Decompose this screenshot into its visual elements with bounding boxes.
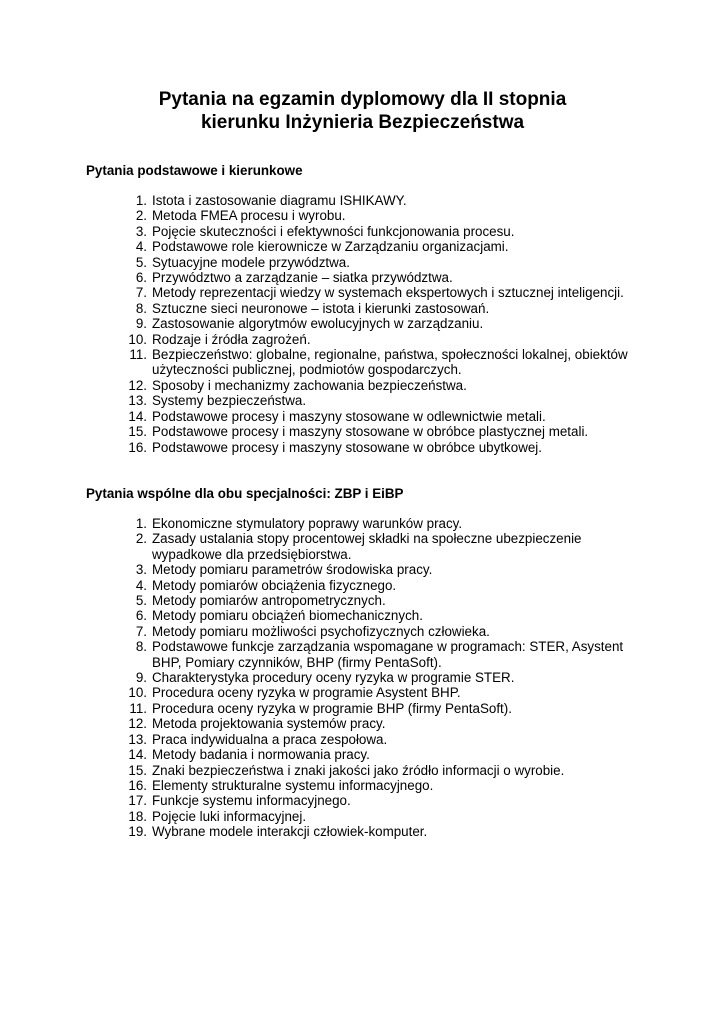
item-text: Istota i zastosowanie diagramu ISHIKAWY. — [152, 193, 407, 208]
item-number: 4. — [135, 577, 147, 593]
item-text: Sytuacyjne modele przywództwa. — [152, 254, 350, 270]
item-number: 4. — [135, 239, 147, 255]
item-number: 13. — [128, 731, 147, 747]
list-item — [0, 393, 642, 408]
title-line-2: kierunku Inżynieria Bezpieczeństwa — [200, 112, 525, 133]
list-item — [0, 639, 642, 670]
item-number: 12. — [128, 716, 147, 732]
item-text: Praca indywidualna a praca zespołowa. — [152, 731, 388, 747]
item-number: 8. — [135, 639, 147, 655]
list-item — [0, 285, 642, 300]
list-item — [0, 624, 642, 639]
list-item — [0, 809, 642, 824]
list-item — [0, 747, 642, 762]
item-text: Wybrane modele interakcji człowiek-komputer. — [152, 824, 428, 840]
item-number: 7. — [135, 623, 147, 639]
item-number: 9. — [135, 316, 147, 332]
question-list-common — [0, 516, 642, 840]
list-item — [0, 409, 642, 424]
item-text: Podstawowe procesy i maszyny stosowane w odlewnictwie metali. — [152, 408, 546, 424]
item-number: 15. — [128, 424, 147, 440]
list-item — [0, 578, 642, 593]
list-item — [0, 732, 642, 747]
item-number: 11. — [129, 700, 147, 716]
item-number: 14. — [128, 408, 147, 424]
item-number: 9. — [135, 670, 147, 686]
item-number: 10. — [128, 331, 147, 347]
list-item — [0, 224, 642, 239]
list-item — [0, 424, 642, 439]
item-text: Podstawowe procesy i maszyny stosowane w obróbce ubytkowej. — [152, 439, 543, 455]
list-item — [0, 670, 642, 685]
list-item — [0, 378, 642, 393]
list-item — [0, 824, 642, 839]
item-text: Podstawowe funkcje zarządzania wspomagane w programach: STER, Asystent BHP, Pomiary czynników, BHP (firmy PentaSoft). — [152, 639, 624, 670]
item-number: 3. — [135, 562, 147, 578]
item-number: 18. — [128, 808, 147, 824]
item-text: Metody reprezentacji wiedzy w systemach ekspertowych i sztucznej inteligencji. — [152, 285, 624, 301]
list-item — [0, 531, 642, 562]
item-text: Elementy strukturalne systemu informacyjnego. — [152, 777, 434, 793]
title-line-1: Pytania na egzamin dyplomowy dla II stopnia — [158, 89, 567, 110]
item-number: 11. — [129, 347, 147, 363]
item-text: Metoda FMEA procesu i wyrobu. — [152, 208, 346, 224]
item-number: 16. — [128, 777, 147, 793]
item-number: 7. — [135, 285, 147, 301]
list-item — [0, 301, 642, 316]
list-item — [0, 208, 642, 223]
list-item — [0, 701, 642, 716]
item-text: Funkcje systemu informacyjnego. — [152, 793, 351, 809]
item-number: 12. — [128, 377, 147, 393]
list-item — [0, 793, 642, 808]
item-text: Metody pomiarów antropometrycznych. — [152, 593, 386, 609]
item-number: 14. — [128, 747, 147, 763]
item-number: 3. — [135, 223, 147, 239]
item-text: Zastosowanie algorytmów ewolucyjnych w zarządzaniu. — [152, 316, 484, 332]
item-text: Rodzaje i źródła zagrożeń. — [152, 331, 311, 347]
document-title — [0, 88, 725, 134]
item-text: Systemy bezpieczeństwa. — [152, 393, 307, 409]
item-text: Metody pomiaru parametrów środowiska pracy. — [152, 562, 433, 578]
item-text: Zasady ustalania stopy procentowej składki na społeczne ubezpieczenie wypadkowe dla przedsiębiorstwa. — [152, 531, 582, 562]
list-item — [0, 778, 642, 793]
item-text: Pojęcie skuteczności i efektywności funkcjonowania procesu. — [152, 223, 515, 239]
item-number: 10. — [128, 685, 147, 701]
item-text: Podstawowe procesy i maszyny stosowane w obróbce plastycznej metali. — [152, 424, 589, 440]
item-number: 5. — [135, 593, 147, 609]
item-number: 6. — [135, 608, 147, 624]
item-text: Metoda projektowania systemów pracy. — [152, 716, 386, 732]
section-heading-common: Pytania wspólne dla obu specjalności: ZBP i EiBP — [86, 486, 404, 501]
list-item — [0, 239, 642, 254]
item-text: Procedura oceny ryzyka w programie Asystent BHP. — [152, 685, 461, 701]
item-text: Metody badania i normowania pracy. — [152, 747, 370, 763]
item-number: 1. — [135, 193, 147, 208]
list-item — [0, 193, 642, 208]
list-item — [0, 440, 642, 455]
list-item — [0, 685, 642, 700]
item-number: 16. — [128, 439, 147, 455]
item-number: 17. — [128, 793, 147, 809]
item-text: Przywództwo a zarządzanie – siatka przywództwa. — [152, 270, 453, 286]
item-text: Sztuczne sieci neuronowe – istota i kierunki zastosowań. — [152, 300, 490, 316]
list-item — [0, 316, 642, 331]
list-item — [0, 593, 642, 608]
item-text: Metody pomiarów obciążenia fizycznego. — [152, 577, 397, 593]
item-number: 13. — [128, 393, 147, 409]
list-item — [0, 562, 642, 577]
item-number: 2. — [135, 531, 147, 547]
item-text: Metody pomiaru możliwości psychofizycznych człowieka. — [152, 623, 490, 639]
question-list-basic — [0, 193, 642, 455]
list-item — [0, 347, 642, 378]
item-text: Pojęcie luki informacyjnej. — [152, 808, 307, 824]
item-text: Charakterystyka procedury oceny ryzyka w programie STER. — [152, 670, 515, 686]
item-number: 5. — [135, 254, 147, 270]
list-item — [0, 255, 642, 270]
list-item — [0, 332, 642, 347]
item-number: 19. — [128, 824, 147, 840]
list-item — [0, 716, 642, 731]
item-text: Znaki bezpieczeństwa i znaki jakości jako źródło informacji o wyrobie. — [152, 762, 565, 778]
item-number: 15. — [128, 762, 147, 778]
item-text: Sposoby i mechanizmy zachowania bezpieczeństwa. — [152, 377, 467, 393]
list-item — [0, 608, 642, 623]
item-text: Bezpieczeństwo: globalne, regionalne, państwa, społeczności lokalnej, obiektów użyteczności publicznej, podmiotów gospodarczych. — [152, 347, 628, 378]
item-number: 8. — [135, 300, 147, 316]
list-item — [0, 763, 642, 778]
item-number: 1. — [135, 516, 147, 531]
section-heading-basic: Pytania podstawowe i kierunkowe — [86, 163, 303, 178]
list-item — [0, 270, 642, 285]
item-text: Podstawowe role kierownicze w Zarządzaniu organizacjami. — [152, 239, 509, 255]
item-number: 6. — [135, 270, 147, 286]
item-text: Ekonomiczne stymulatory poprawy warunków pracy. — [152, 516, 463, 531]
item-text: Metody pomiaru obciążeń biomechanicznych. — [152, 608, 423, 624]
item-text: Procedura oceny ryzyka w programie BHP (firmy PentaSoft). — [152, 700, 512, 716]
item-number: 2. — [135, 208, 147, 224]
list-item — [0, 516, 642, 531]
